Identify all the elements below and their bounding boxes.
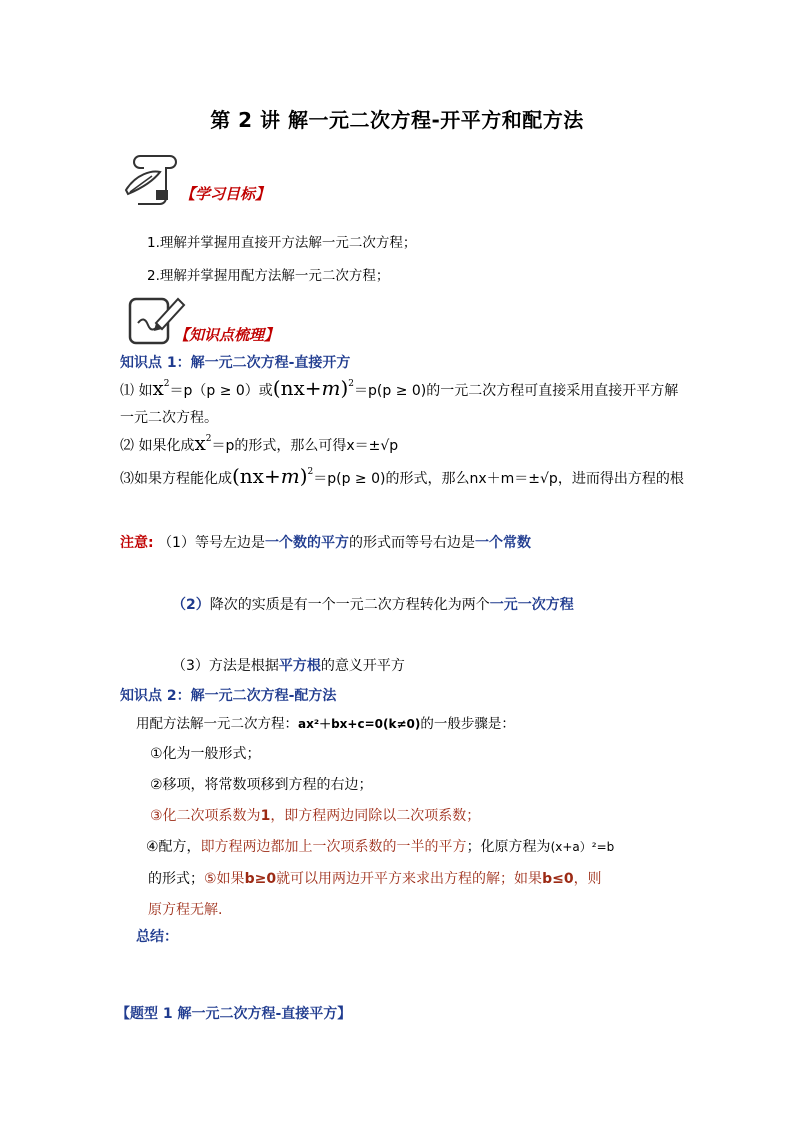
- kp2-step-3: ③化二次项系数为1，即方程两边同除以二次项系数；: [150, 808, 481, 824]
- kp1-line3: ⑶如果方程能化成$(nx+m)^2=p(p \ge 0)$的形式，那么nx＋m＝±√p，进而得出方程的根: [120, 464, 684, 488]
- summary-label: 总结：: [136, 929, 178, 945]
- kp1-line1-cont: 一元二次方程。: [120, 410, 218, 426]
- scroll-quill-icon: [122, 150, 184, 208]
- note-3: （3）方法是根据平方根的意义开平方: [172, 658, 405, 674]
- formula-x-squared: $x^2$: [194, 431, 212, 455]
- section-badge-learning-goals: 【学习目标】: [180, 185, 271, 203]
- kp2-intro: 用配方法解一元二次方程：ax²＋bx+c=0(k≠0)的一般步骤是：: [136, 716, 515, 732]
- formula-x-squared: $x^2$: [152, 376, 170, 400]
- kp1-line1: ⑴ 如$x^2=p(p \ge 0)$或$(nx+m)^2=p(p \ge 0)$的一元二次方程可直接采用直接开平方解: [120, 376, 679, 400]
- kp2-step-5: 的形式；⑤如果b≥0就可以用两边开平方来求出方程的解；如果b≤0，则: [148, 871, 602, 887]
- kp2-step-1: ①化为一般形式；: [150, 746, 261, 762]
- formula-nx-plus-m-squared: $(nx+m)^2$: [232, 464, 314, 488]
- goal-item-1: 1.理解并掌握用直接开方法解一元二次方程；: [147, 235, 417, 251]
- kp2-heading: 知识点 2：解一元二次方程-配方法: [120, 688, 337, 704]
- goal-item-2: 2.理解并掌握用配方法解一元二次方程；: [147, 268, 390, 284]
- kp2-step-6: 原方程无解.: [148, 902, 223, 918]
- section-badge-knowledge-points: 【知识点梳理】: [174, 326, 280, 344]
- note-2: （2）降次的实质是有一个一元二次方程转化为两个一元一次方程: [172, 597, 574, 613]
- kp2-step-2: ②移项，将常数项移到方程的右边；: [150, 777, 373, 793]
- note-1: 注意: （1）等号左边是一个数的平方的形式而等号右边是一个常数: [120, 535, 531, 551]
- page-title: 第 2 讲 解一元二次方程-开平方和配方法: [210, 108, 584, 132]
- formula-nx-plus-m-squared: $(nx+m)^2$: [272, 376, 355, 400]
- type-1-heading: 【题型 1 解一元二次方程-直接平方】: [116, 1006, 352, 1022]
- kp1-line2: ⑵ 如果化成$x^2=p$的形式，那么可得x＝±√p: [120, 431, 399, 455]
- kp2-step-4: ④配方，即方程两边都加上一次项系数的一半的平方；化原方程为(x+a）²=b: [146, 839, 615, 855]
- kp1-heading: 知识点 1：解一元二次方程-直接开方: [120, 355, 351, 371]
